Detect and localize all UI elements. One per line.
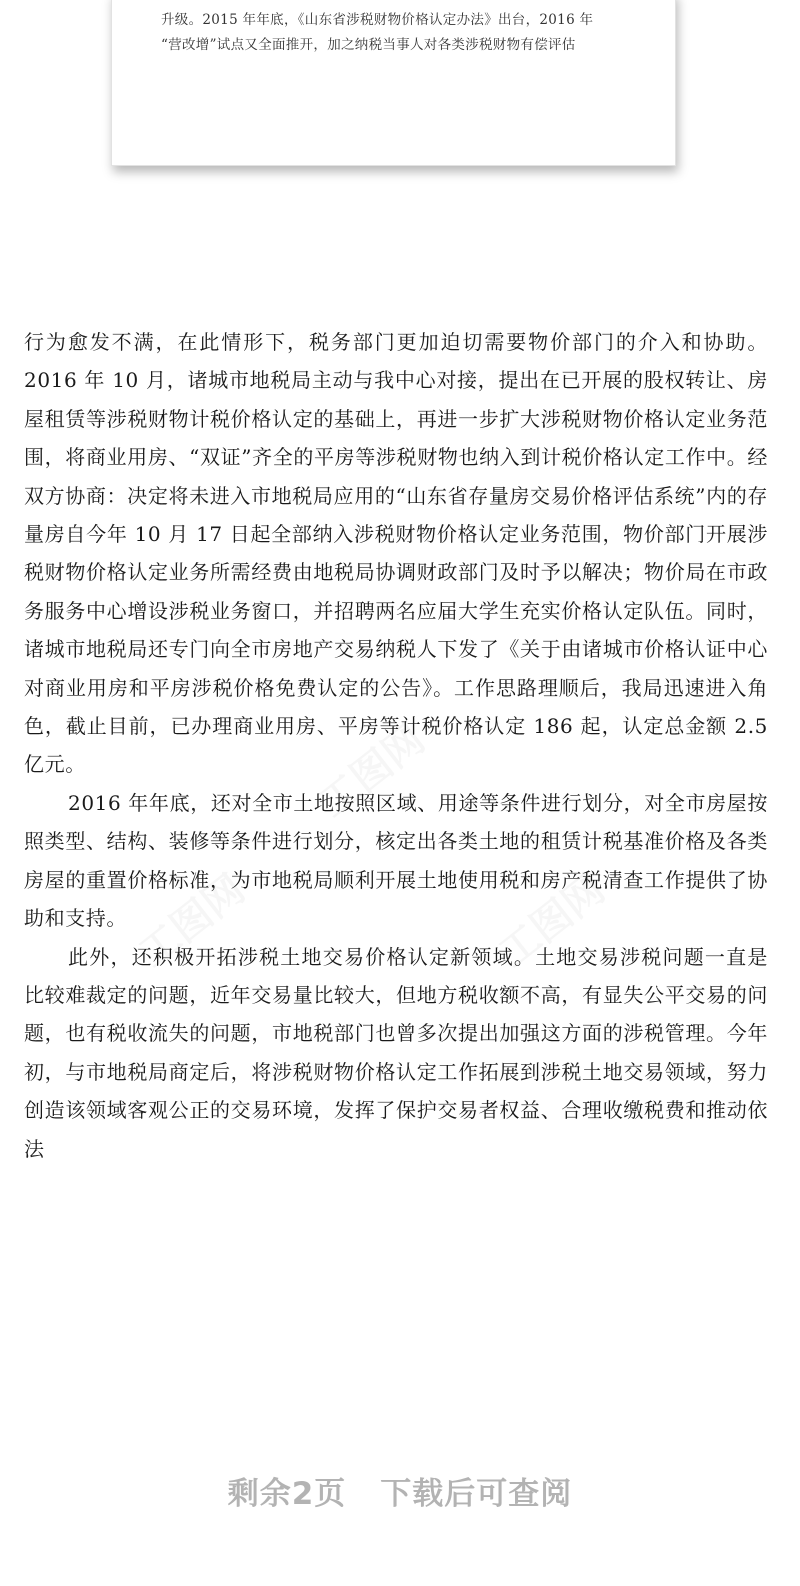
body-paragraph-1: 行为愈发不满，在此情形下，税务部门更加迫切需要物价部门的介入和协助。2016 年 10 月，诸城市地税局主动与我中心对接，提出在已开展的股权转让、房屋租赁等涉税财物计税价格认定的基础上，再进一步扩大涉税财物价格认定业务范围，将商业用房、“双证”齐全的平房等涉税财物也纳入到计税价格认定工作中。经双方协商：决定将未进入市地税局应用的“山东省存量房交易价格评估系统”内的存量房自今年 10 月 17 日起全部纳入涉税财物价格认定业务范围，物价部门开展涉税财物价格认定业务所需经费由地税局协调财政部门及时予以解决；物价局在市政务服务中心增设涉税业务窗口，并招聘两名应届大学生充实价格认定队伍。同时，诸城市地税局还专门向全市房地产交易纳税人下发了《关于由诸城市价格认证中心对商业用房和平房涉税价格免费认定的公告》。工作思路理顺后，我局迅速进入角色，截止目前，已办理商业用房、平房等计税价格认定 186 起，认定总金额 2.5 亿元。: [24, 330, 768, 777]
body-paragraph-2: 2016 年年底，还对全市土地按照区域、用途等条件进行划分，对全市房屋按照类型、结构、装修等条件进行划分，核定出各类土地的租赁计税基准价格及各类房屋的重置价格标准，为市地税局顺利开展土地使用税和房产税清查工作提供了协助和支持。: [24, 790, 768, 931]
preview-line-2: “营改增”试点又全面推开，加之纳税当事人对各类涉税财物有偿评估: [161, 37, 576, 53]
document-preview-card: [111, 0, 676, 166]
remaining-pages-text[interactable]: 剩余2页: [227, 1476, 347, 1512]
document-body: [24, 323, 768, 1168]
body-paragraph-3: 此外，还积极开拓涉税土地交易价格认定新领域。土地交易涉税问题一直是比较难裁定的问题，近年交易量比较大，但地方税收额不高，有显失公平交易的问题，也有税收流失的问题，市地税部门也曾多次提出加强这方面的涉税管理。今年初，与市地税局商定后，将涉税财物价格认定工作拓展到涉税土地交易领域，努力创造该领域客观公正的交易环境，发挥了保护交易者权益、合理收缴税费和推动依法: [24, 944, 768, 1161]
preview-line-1: 升级。2015 年年底，《山东省涉税财物价格认定办法》出台，2016 年: [161, 12, 594, 28]
download-prompt[interactable]: [0, 1468, 800, 1513]
download-hint-text[interactable]: 下载后可查阅: [380, 1476, 573, 1512]
